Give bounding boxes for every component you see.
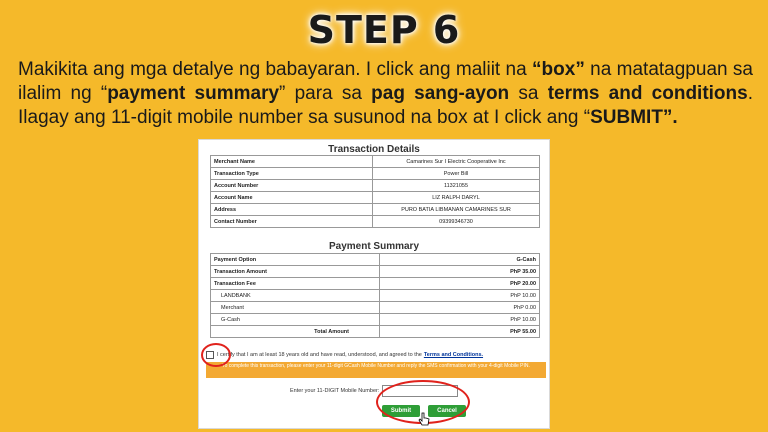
box-keyword: “box” (532, 59, 585, 80)
instruction-text: Makikita ang mga detalye ng babayaran. I click ang maliit na “box” na matatagpuan sa ilalim ng “payment summary” para sa pag sang-ayon sa terms and conditions. Ilagay ang 11-digit mobile number sa susunod na box at I click ang “SUBMIT”. (18, 59, 753, 128)
table-row: Merchant Name Camarines Sur I Electric Cooperative Inc (211, 156, 540, 168)
table-row: Account Name LIZ RALPH DARYL (211, 192, 540, 204)
table-row: LANDBANK PhP 10.00 (211, 290, 540, 302)
table-row: Transaction Amount PhP 35.00 (211, 266, 540, 278)
table-row: Account Number 11321055 (211, 180, 540, 192)
agreement-keyword: pag sang-ayon (371, 83, 510, 104)
slide-title: STEP 6 (307, 8, 461, 52)
table-row: Transaction Type Power Bill (211, 168, 540, 180)
gcash-note: To complete this transaction, please enter your 11-digit GCash Mobile Number and reply the SMS confirmation with your 4-digit Mobile PIN. (206, 362, 546, 378)
table-row: Contact Number 09399346730 (211, 216, 540, 228)
checkbox-highlight-circle (201, 343, 231, 367)
agreement-text: I certify that I am at least 18 years old and have read, understood, and agreed to the (217, 352, 422, 358)
table-row: Transaction Fee PhP 20.00 (211, 278, 540, 290)
cancel-button[interactable]: Cancel (428, 405, 466, 417)
payment-summary-keyword: payment summary (107, 83, 280, 104)
transaction-details-heading: Transaction Details (328, 144, 420, 155)
table-row: Merchant PhP 0.00 (211, 302, 540, 314)
terms-link[interactable]: Terms and Conditions. (423, 352, 484, 358)
table-row: Payment Option G-Cash (211, 254, 540, 266)
total-row: Total Amount PhP 55.00 (211, 326, 540, 338)
submit-button[interactable]: Submit (382, 405, 420, 417)
submit-keyword: SUBMIT”. (590, 107, 678, 128)
terms-keyword: terms and conditions (547, 83, 748, 104)
mobile-number-label: Enter your 11-DIGIT Mobile Number: (290, 388, 380, 394)
table-row: Address PURO BATIA LIBMANAN CAMARINES SUR (211, 204, 540, 216)
transaction-details-table (210, 155, 540, 228)
payment-summary-table (210, 253, 540, 338)
agreement-row (206, 349, 546, 361)
payment-summary-heading: Payment Summary (328, 241, 420, 252)
table-row: G-Cash PhP 10.00 (211, 314, 540, 326)
hand-cursor-icon (418, 412, 430, 428)
